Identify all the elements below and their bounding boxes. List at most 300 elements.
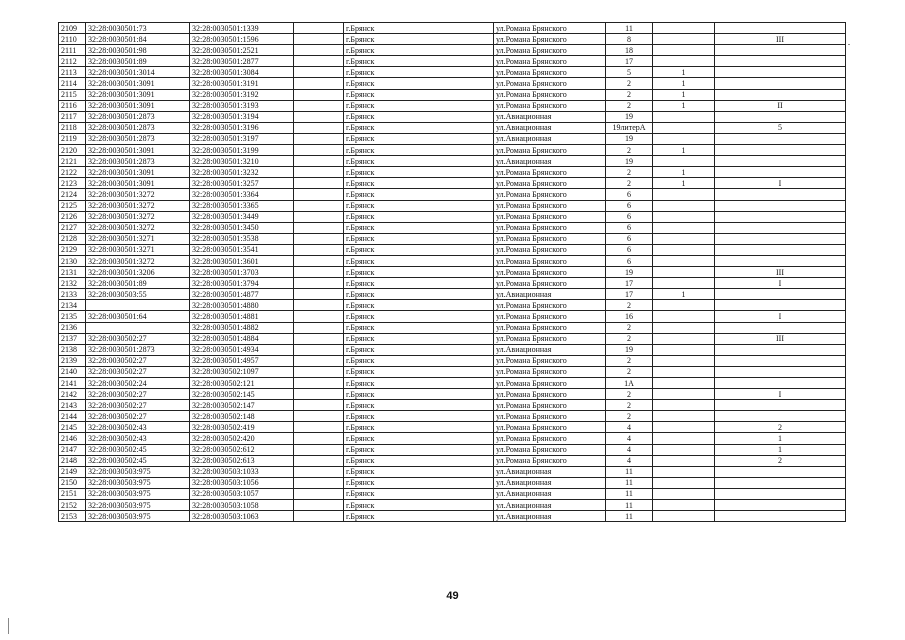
street-cell: ул.Романа Брянского [494,333,606,344]
house-number-cell: 4 [606,444,653,455]
building-cell [653,433,715,444]
row-number-cell: 2116 [59,100,86,111]
land-cadastral-number-cell: 32:28:0030501:3091 [86,178,190,189]
row-number-cell: 2133 [59,289,86,300]
city-cell: г.Брянск [344,389,494,400]
apartment-cell [715,511,846,522]
row-number-cell: 2136 [59,322,86,333]
land-cadastral-number-cell: 32:28:0030501:2873 [86,111,190,122]
object-cadastral-number-cell: 32:28:0030501:3450 [190,222,294,233]
blank-cell [294,89,344,100]
city-cell: г.Брянск [344,289,494,300]
table-row [59,389,846,400]
building-cell [653,233,715,244]
city-cell: г.Брянск [344,122,494,133]
street-cell: ул.Авиационная [494,466,606,477]
blank-cell [294,488,344,499]
row-number-cell: 2153 [59,511,86,522]
land-cadastral-number-cell: 32:28:0030503:975 [86,511,190,522]
city-cell: г.Брянск [344,34,494,45]
apartment-cell [715,233,846,244]
blank-cell [294,145,344,156]
object-cadastral-number-cell: 32:28:0030502:145 [190,389,294,400]
street-cell: ул.Романа Брянского [494,322,606,333]
apartment-cell [715,189,846,200]
house-number-cell: 4 [606,455,653,466]
table-row [59,122,846,133]
row-number-cell: 2117 [59,111,86,122]
blank-cell [294,189,344,200]
blank-cell [294,355,344,366]
row-number-cell: 2132 [59,278,86,289]
house-number-cell: 2 [606,366,653,377]
blank-cell [294,300,344,311]
row-number-cell: 2150 [59,477,86,488]
apartment-cell: I [715,278,846,289]
building-cell [653,255,715,266]
table-row [59,500,846,511]
building-cell [653,56,715,67]
blank-cell [294,311,344,322]
building-cell [653,200,715,211]
house-number-cell: 11 [606,500,653,511]
house-number-cell: 6 [606,222,653,233]
land-cadastral-number-cell: 32:28:0030502:43 [86,433,190,444]
object-cadastral-number-cell: 32:28:0030501:3365 [190,200,294,211]
apartment-cell [715,222,846,233]
building-cell: 1 [653,289,715,300]
apartment-cell [715,300,846,311]
house-number-cell: 16 [606,311,653,322]
table-row [59,189,846,200]
street-cell: ул.Романа Брянского [494,222,606,233]
blank-cell [294,444,344,455]
table-row [59,278,846,289]
house-number-cell: 18 [606,45,653,56]
apartment-cell [715,89,846,100]
blank-cell [294,67,344,78]
city-cell: г.Брянск [344,100,494,111]
table-row [59,133,846,144]
house-number-cell: 2 [606,167,653,178]
house-number-cell: 2 [606,355,653,366]
house-number-cell: 2 [606,400,653,411]
object-cadastral-number-cell: 32:28:0030502:121 [190,378,294,389]
row-number-cell: 2145 [59,422,86,433]
blank-cell [294,500,344,511]
land-cadastral-number-cell: 32:28:0030501:3091 [86,167,190,178]
blank-cell [294,167,344,178]
table-row [59,23,846,34]
building-cell: 1 [653,167,715,178]
building-cell [653,189,715,200]
building-cell: 1 [653,178,715,189]
street-cell: ул.Романа Брянского [494,200,606,211]
table-row [59,211,846,222]
city-cell: г.Брянск [344,211,494,222]
blank-cell [294,222,344,233]
table-row [59,344,846,355]
house-number-cell: 11 [606,466,653,477]
house-number-cell: 6 [606,244,653,255]
row-number-cell: 2123 [59,178,86,189]
house-number-cell: 17 [606,278,653,289]
city-cell: г.Брянск [344,156,494,167]
blank-cell [294,378,344,389]
street-cell: ул.Авиационная [494,511,606,522]
house-number-cell: 2 [606,411,653,422]
object-cadastral-number-cell: 32:28:0030502:147 [190,400,294,411]
table-row [59,222,846,233]
blank-cell [294,111,344,122]
page-number: 49 [446,590,459,602]
apartment-cell: I [715,389,846,400]
house-number-cell: 11 [606,477,653,488]
table-body [59,23,846,522]
house-number-cell: 19 [606,133,653,144]
city-cell: г.Брянск [344,500,494,511]
blank-cell [294,156,344,167]
land-cadastral-number-cell: 32:28:0030501:2873 [86,122,190,133]
building-cell: 1 [653,100,715,111]
city-cell: г.Брянск [344,78,494,89]
house-number-cell: 2 [606,178,653,189]
city-cell: г.Брянск [344,300,494,311]
building-cell [653,133,715,144]
land-cadastral-number-cell: 32:28:0030501:3091 [86,145,190,156]
street-cell: ул.Романа Брянского [494,444,606,455]
table-row [59,178,846,189]
scan-speck [848,44,850,45]
land-cadastral-number-cell: 32:28:0030501:73 [86,23,190,34]
object-cadastral-number-cell: 32:28:0030501:4957 [190,355,294,366]
building-cell [653,411,715,422]
city-cell: г.Брянск [344,444,494,455]
apartment-cell [715,23,846,34]
row-number-cell: 2119 [59,133,86,144]
object-cadastral-number-cell: 32:28:0030501:3193 [190,100,294,111]
city-cell: г.Брянск [344,433,494,444]
land-cadastral-number-cell: 32:28:0030501:84 [86,34,190,45]
blank-cell [294,122,344,133]
object-cadastral-number-cell: 32:28:0030501:4881 [190,311,294,322]
blank-cell [294,200,344,211]
apartment-cell [715,366,846,377]
land-cadastral-number-cell: 32:28:0030502:27 [86,333,190,344]
building-cell [653,511,715,522]
street-cell: ул.Романа Брянского [494,455,606,466]
blank-cell [294,178,344,189]
house-number-cell: 19 [606,156,653,167]
house-number-cell: 5 [606,67,653,78]
table-row [59,111,846,122]
object-cadastral-number-cell: 32:28:0030501:3194 [190,111,294,122]
house-number-cell: 2 [606,389,653,400]
street-cell: ул.Романа Брянского [494,56,606,67]
apartment-cell [715,378,846,389]
row-number-cell: 2114 [59,78,86,89]
building-cell [653,222,715,233]
street-cell: ул.Романа Брянского [494,433,606,444]
object-cadastral-number-cell: 32:28:0030503:1033 [190,466,294,477]
row-number-cell: 2109 [59,23,86,34]
table-row [59,422,846,433]
object-cadastral-number-cell: 32:28:0030501:3449 [190,211,294,222]
city-cell: г.Брянск [344,422,494,433]
object-cadastral-number-cell: 32:28:0030501:4884 [190,333,294,344]
land-cadastral-number-cell: 32:28:0030501:3271 [86,233,190,244]
street-cell: ул.Романа Брянского [494,311,606,322]
building-cell [653,488,715,499]
row-number-cell: 2134 [59,300,86,311]
land-cadastral-number-cell: 32:28:0030501:3091 [86,89,190,100]
row-number-cell: 2118 [59,122,86,133]
blank-cell [294,333,344,344]
table-row [59,511,846,522]
object-cadastral-number-cell: 32:28:0030501:3601 [190,255,294,266]
row-number-cell: 2115 [59,89,86,100]
apartment-cell [715,45,846,56]
house-number-cell: 6 [606,255,653,266]
row-number-cell: 2131 [59,267,86,278]
object-cadastral-number-cell: 32:28:0030502:419 [190,422,294,433]
land-cadastral-number-cell [86,300,190,311]
object-cadastral-number-cell: 32:28:0030503:1063 [190,511,294,522]
apartment-cell [715,111,846,122]
building-cell [653,211,715,222]
table-row [59,78,846,89]
land-cadastral-number-cell: 32:28:0030502:43 [86,422,190,433]
land-cadastral-number-cell: 32:28:0030501:3014 [86,67,190,78]
city-cell: г.Брянск [344,455,494,466]
blank-cell [294,366,344,377]
object-cadastral-number-cell: 32:28:0030501:3541 [190,244,294,255]
building-cell [653,344,715,355]
house-number-cell: 2 [606,333,653,344]
blank-cell [294,34,344,45]
apartment-cell: III [715,333,846,344]
object-cadastral-number-cell: 32:28:0030502:613 [190,455,294,466]
row-number-cell: 2122 [59,167,86,178]
table-row [59,355,846,366]
house-number-cell: 6 [606,200,653,211]
city-cell: г.Брянск [344,267,494,278]
blank-cell [294,255,344,266]
row-number-cell: 2110 [59,34,86,45]
city-cell: г.Брянск [344,378,494,389]
object-cadastral-number-cell: 32:28:0030502:420 [190,433,294,444]
city-cell: г.Брянск [344,45,494,56]
object-cadastral-number-cell: 32:28:0030501:1339 [190,23,294,34]
object-cadastral-number-cell: 32:28:0030501:3191 [190,78,294,89]
land-cadastral-number-cell: 32:28:0030502:45 [86,444,190,455]
apartment-cell: 1 [715,433,846,444]
land-cadastral-number-cell: 32:28:0030501:3091 [86,100,190,111]
apartment-cell [715,67,846,78]
land-cadastral-number-cell: 32:28:0030501:3091 [86,78,190,89]
house-number-cell: 11 [606,23,653,34]
street-cell: ул.Романа Брянского [494,89,606,100]
street-cell: ул.Романа Брянского [494,366,606,377]
house-number-cell: 6 [606,211,653,222]
city-cell: г.Брянск [344,322,494,333]
building-cell [653,278,715,289]
row-number-cell: 2120 [59,145,86,156]
street-cell: ул.Романа Брянского [494,211,606,222]
apartment-cell: 2 [715,422,846,433]
object-cadastral-number-cell: 32:28:0030501:2521 [190,45,294,56]
apartment-cell: III [715,267,846,278]
row-number-cell: 2138 [59,344,86,355]
blank-cell [294,455,344,466]
city-cell: г.Брянск [344,145,494,156]
table-row [59,411,846,422]
apartment-cell: I [715,178,846,189]
row-number-cell: 2112 [59,56,86,67]
apartment-cell [715,400,846,411]
row-number-cell: 2129 [59,244,86,255]
object-cadastral-number-cell: 32:28:0030501:4934 [190,344,294,355]
building-cell [653,34,715,45]
street-cell: ул.Романа Брянского [494,178,606,189]
apartment-cell: II [715,100,846,111]
object-cadastral-number-cell: 32:28:0030501:3703 [190,267,294,278]
row-number-cell: 2111 [59,45,86,56]
street-cell: ул.Романа Брянского [494,355,606,366]
object-cadastral-number-cell: 32:28:0030501:4882 [190,322,294,333]
land-cadastral-number-cell: 32:28:0030501:2873 [86,344,190,355]
row-number-cell: 2128 [59,233,86,244]
blank-cell [294,289,344,300]
apartment-cell [715,322,846,333]
row-number-cell: 2140 [59,366,86,377]
object-cadastral-number-cell: 32:28:0030501:3257 [190,178,294,189]
city-cell: г.Брянск [344,400,494,411]
city-cell: г.Брянск [344,89,494,100]
table-row [59,89,846,100]
apartment-cell [715,211,846,222]
apartment-cell: 1 [715,444,846,455]
land-cadastral-number-cell: 32:28:0030501:3271 [86,244,190,255]
building-cell [653,422,715,433]
row-number-cell: 2124 [59,189,86,200]
house-number-cell: 4 [606,422,653,433]
object-cadastral-number-cell: 32:28:0030503:1058 [190,500,294,511]
table-row [59,466,846,477]
object-cadastral-number-cell: 32:28:0030501:3199 [190,145,294,156]
street-cell: ул.Романа Брянского [494,255,606,266]
city-cell: г.Брянск [344,178,494,189]
city-cell: г.Брянск [344,477,494,488]
city-cell: г.Брянск [344,488,494,499]
table-row [59,289,846,300]
land-cadastral-number-cell [86,322,190,333]
city-cell: г.Брянск [344,167,494,178]
apartment-cell [715,477,846,488]
table-row [59,378,846,389]
blank-cell [294,322,344,333]
street-cell: ул.Романа Брянского [494,23,606,34]
land-cadastral-number-cell: 32:28:0030501:3272 [86,189,190,200]
street-cell: ул.Авиационная [494,156,606,167]
land-cadastral-number-cell: 32:28:0030501:64 [86,311,190,322]
house-number-cell: 2 [606,100,653,111]
land-cadastral-number-cell: 32:28:0030501:3206 [86,267,190,278]
table-row [59,156,846,167]
house-number-cell: 6 [606,233,653,244]
city-cell: г.Брянск [344,355,494,366]
street-cell: ул.Романа Брянского [494,34,606,45]
blank-cell [294,78,344,89]
city-cell: г.Брянск [344,222,494,233]
object-cadastral-number-cell: 32:28:0030501:3538 [190,233,294,244]
table-row [59,255,846,266]
building-cell [653,477,715,488]
table-row [59,444,846,455]
street-cell: ул.Романа Брянского [494,167,606,178]
table-row [59,100,846,111]
row-number-cell: 2135 [59,311,86,322]
building-cell [653,389,715,400]
table-row [59,67,846,78]
row-number-cell: 2144 [59,411,86,422]
city-cell: г.Брянск [344,233,494,244]
street-cell: ул.Романа Брянского [494,45,606,56]
blank-cell [294,45,344,56]
street-cell: ул.Романа Брянского [494,78,606,89]
house-number-cell: 2 [606,322,653,333]
land-cadastral-number-cell: 32:28:0030503:975 [86,488,190,499]
blank-cell [294,422,344,433]
street-cell: ул.Романа Брянского [494,244,606,255]
blank-cell [294,344,344,355]
building-cell [653,466,715,477]
land-cadastral-number-cell: 32:28:0030502:27 [86,366,190,377]
building-cell [653,45,715,56]
land-cadastral-number-cell: 32:28:0030503:975 [86,477,190,488]
object-cadastral-number-cell: 32:28:0030503:1056 [190,477,294,488]
street-cell: ул.Романа Брянского [494,100,606,111]
apartment-cell [715,244,846,255]
house-number-cell: 8 [606,34,653,45]
street-cell: ул.Авиационная [494,344,606,355]
table-row [59,145,846,156]
apartment-cell [715,289,846,300]
object-cadastral-number-cell: 32:28:0030501:1596 [190,34,294,45]
house-number-cell: 11 [606,488,653,499]
row-number-cell: 2121 [59,156,86,167]
building-cell [653,355,715,366]
apartment-cell: III [715,34,846,45]
table-row [59,233,846,244]
house-number-cell: 2 [606,300,653,311]
apartment-cell [715,500,846,511]
building-cell [653,267,715,278]
land-cadastral-number-cell: 32:28:0030502:24 [86,378,190,389]
land-cadastral-number-cell: 32:28:0030501:3272 [86,255,190,266]
apartment-cell [715,488,846,499]
house-number-cell: 19 [606,111,653,122]
land-cadastral-number-cell: 32:28:0030501:89 [86,56,190,67]
city-cell: г.Брянск [344,23,494,34]
blank-cell [294,466,344,477]
blank-cell [294,233,344,244]
row-number-cell: 2142 [59,389,86,400]
street-cell: ул.Авиационная [494,477,606,488]
building-cell [653,300,715,311]
row-number-cell: 2151 [59,488,86,499]
apartment-cell [715,200,846,211]
